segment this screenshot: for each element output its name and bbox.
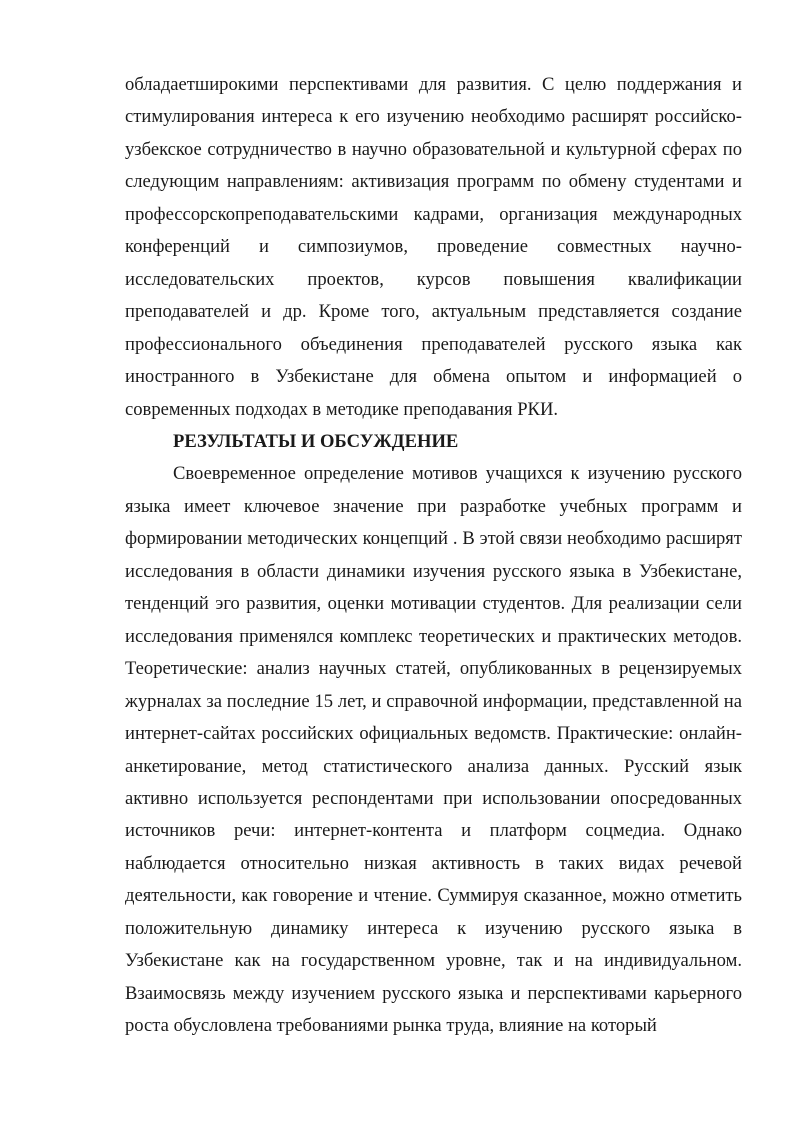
section-heading: РЕЗУЛЬТАТЫ И ОБСУЖДЕНИЕ [173,430,459,452]
page-content [125,69,742,1043]
paragraph-results: Своевременное определение мотивов учащихся к изучению русского языка имеет ключевое значение при разработке учебных программ и формировании методических концепций . В этой связи необходимо расширят исследования в области динамики изучения русского языка в Узбекистане, тенденций эго развития, оценки мотивации студентов. Для реализации сели исследования применялся комплекс теоретических и практических методов. Теоретические: анализ научных статей, опубликованных в рецензируемых журналах за последние 15 лет, и справочной информации, представленной на интернет-сайтах российских официальных ведомств. Практические: онлайн-анкетирование, метод статистического анализа данных. Русский язык активно используется респондентами при использовании опосредованных источников речи: интернет-контента и платформ соцмедиа. Однако наблюдается относительно низкая активность в таких видах речевой деятельности, как говорение и чтение. Суммируя сказанное, можно отметить положительную динамику интереса к изучению русского языка в Узбекистане как на государственном уровне, так и на индивидуальном. Взаимосвязь между изучением русского языка и перспективами карьерного роста обусловлена требованиями рынка труда, влияние на который [125,463,742,1037]
paragraph-intro: обладаетширокими перспективами для развития. С целю поддержания и стимулирования интереса к его изучению необходимо расширят российско-узбекское сотрудничество в научно образовательной и культурной сферах по следующим направлениям: активизация программ по обмену студентами и профессорскопреподавательскими кадрами, организация международных конференций и симпозиумов, проведение совместных научно-исследовательских проектов, курсов повышения квалификации преподавателей и др. Кроме того, актуальным представляется создание профессионального объединения преподавателей русского языка как иностранного в Узбекистане для обмена опытом и информацией о современных подходах в методике преподавания РКИ. [125,74,742,420]
